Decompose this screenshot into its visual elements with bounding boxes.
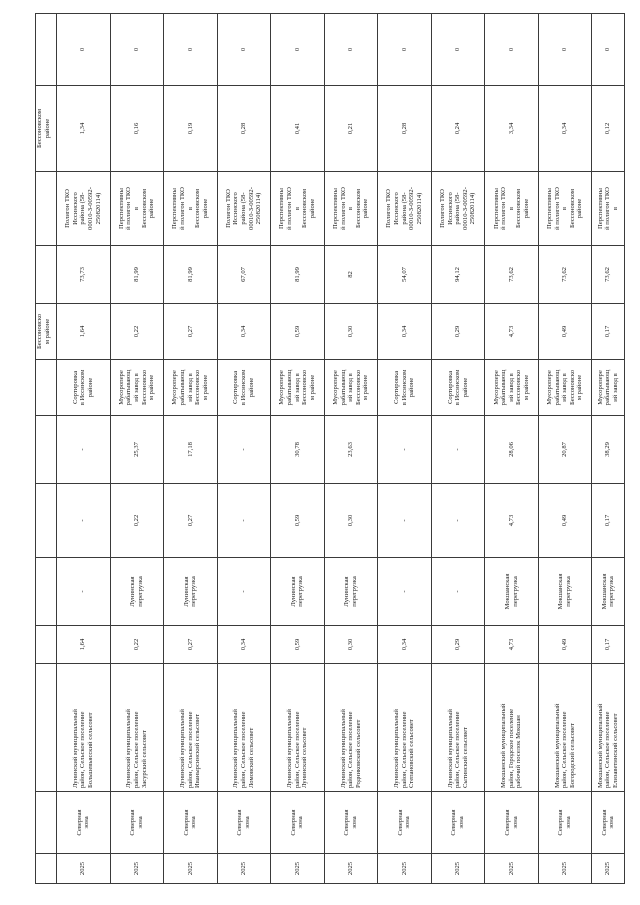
transfer-distance-cell: - bbox=[378, 416, 432, 484]
transfer-station-cell: Лунинская перегрузка bbox=[110, 558, 164, 626]
landfill-volume-cell: 0,19 bbox=[164, 86, 218, 172]
zone-cell: Северная зона bbox=[110, 792, 164, 854]
transfer-distance-cell: - bbox=[217, 416, 271, 484]
landfill-cell: Полигон ТКО Иссинского района (58- 00010-З-00592- 250820114) bbox=[378, 172, 432, 246]
processing-distance-cell: 67,07 bbox=[217, 246, 271, 304]
municipality-cell: Лунинский муниципальный район, Сельское поселение Ломовский сельсовет bbox=[217, 664, 271, 792]
transfer-distance-cell: - bbox=[57, 416, 111, 484]
transfer-volume-cell: - bbox=[57, 484, 111, 558]
year-cell: 2025 bbox=[431, 854, 485, 884]
processing-volume-cell: 0,49 bbox=[538, 304, 592, 360]
reserve-cell: 0 bbox=[538, 14, 592, 86]
processing-volume-cell: 0,29 bbox=[431, 304, 485, 360]
zone-cell: Северная зона bbox=[57, 792, 111, 854]
waste-volume-cell: 0,34 bbox=[217, 626, 271, 664]
waste-flow-table bbox=[35, 13, 625, 884]
processing-site-cell: Сортировка в Иссинском районе bbox=[431, 360, 485, 416]
municipality-cell: Лунинский муниципальный район, Сельское поселение Иванырсинский сельсовет bbox=[164, 664, 218, 792]
rotated-table-wrapper bbox=[35, 14, 625, 884]
reserve-cell: 0 bbox=[57, 14, 111, 86]
transfer-volume-cell: 4,73 bbox=[485, 484, 539, 558]
zone-cell: Северная зона bbox=[324, 792, 378, 854]
reserve-cell: 0 bbox=[592, 14, 625, 86]
zone-cell: Северная зона bbox=[592, 792, 625, 854]
waste-volume-cell: 0,30 bbox=[324, 626, 378, 664]
municipality-cell: Мокшанский муниципальный район, Городское поселение рабочий поселок Мокшан bbox=[485, 664, 539, 792]
transfer-volume-cell: 0,30 bbox=[324, 484, 378, 558]
landfill-cell: Перспективны й полигон ТКО в Бессоновском районе bbox=[164, 172, 218, 246]
processing-volume-cell: 0,22 bbox=[110, 304, 164, 360]
table-row bbox=[271, 14, 325, 884]
transfer-distance-cell: 23,63 bbox=[324, 416, 378, 484]
transfer-station-cell: - bbox=[431, 558, 485, 626]
landfill-cell: Полигон ТКО Иссинского района (58- 00010-З-00592- 250820114) bbox=[431, 172, 485, 246]
table-row bbox=[217, 14, 271, 884]
processing-site-cell: Мусороперe рабатывающ ий завод в Бессоновско м районе bbox=[164, 360, 218, 416]
processing-site-cell: Мусороперe рабатывающ ий завод в Бессоновско м районе bbox=[271, 360, 325, 416]
landfill-cell: Перспективны й полигон ТКО в Бессоновском районе bbox=[485, 172, 539, 246]
processing-site-cell: Мусороперe рабатывающ ий завод в Бессоновско м районе bbox=[324, 360, 378, 416]
processing-volume-cell: 0,34 bbox=[378, 304, 432, 360]
processing-volume-cell: 0,17 bbox=[592, 304, 625, 360]
processing-site-cell: Сортировка в Иссинском районе bbox=[217, 360, 271, 416]
year-cell: 2025 bbox=[592, 854, 625, 884]
landfill-volume-cell: 0,41 bbox=[271, 86, 325, 172]
processing-volume-cell: 1,64 bbox=[57, 304, 111, 360]
table-row bbox=[538, 14, 592, 884]
transfer-distance-cell: 38,29 bbox=[592, 416, 625, 484]
transfer-station-cell: - bbox=[217, 558, 271, 626]
processing-distance-cell: 94,12 bbox=[431, 246, 485, 304]
landfill-volume-cell: 1,34 bbox=[57, 86, 111, 172]
processing-distance-cell: 81,99 bbox=[164, 246, 218, 304]
waste-volume-cell: 0,29 bbox=[431, 626, 485, 664]
year-cell: 2025 bbox=[538, 854, 592, 884]
processing-volume-cell: 0,34 bbox=[217, 304, 271, 360]
year-cell: 2025 bbox=[271, 854, 325, 884]
table-row bbox=[57, 14, 111, 884]
zone-cell: Северная зона bbox=[378, 792, 432, 854]
waste-volume-cell: 0,49 bbox=[538, 626, 592, 664]
processing-volume-cell: 0,30 bbox=[324, 304, 378, 360]
landfill-volume-cell: 0,24 bbox=[431, 86, 485, 172]
reserve-cell: 0 bbox=[271, 14, 325, 86]
landfill-cell: Перспективны й полигон ТКО в Бессоновском районе bbox=[324, 172, 378, 246]
transfer-station-cell: Лунинская перегрузка bbox=[271, 558, 325, 626]
landfill-cell: Перспективны й полигон ТКО в bbox=[592, 172, 625, 246]
transfer-station-cell: Мокшанская перегрузка bbox=[592, 558, 625, 626]
landfill-volume-cell: 0,21 bbox=[324, 86, 378, 172]
processing-distance-cell: 73,62 bbox=[538, 246, 592, 304]
table-row bbox=[164, 14, 218, 884]
year-cell: 2025 bbox=[324, 854, 378, 884]
transfer-station-cell: Лунинская перегрузка bbox=[324, 558, 378, 626]
zone-cell: Северная зона bbox=[538, 792, 592, 854]
year-cell: 2025 bbox=[57, 854, 111, 884]
transfer-distance-cell: 30,78 bbox=[271, 416, 325, 484]
header-fragment-landfill: Бессоновском районе bbox=[36, 86, 57, 172]
processing-site-cell: Сортировка в Иссинском районе bbox=[57, 360, 111, 416]
processing-distance-cell: 81,99 bbox=[271, 246, 325, 304]
processing-distance-cell: 73,62 bbox=[485, 246, 539, 304]
zone-cell: Северная зона bbox=[164, 792, 218, 854]
transfer-volume-cell: - bbox=[431, 484, 485, 558]
processing-site-cell: Сортировка в Иссинском районе bbox=[378, 360, 432, 416]
processing-volume-cell: 0,59 bbox=[271, 304, 325, 360]
municipality-cell: Лунинский муниципальный район, Сельское поселение Лунинский сельсовет bbox=[271, 664, 325, 792]
waste-volume-cell: 0,59 bbox=[271, 626, 325, 664]
table-row bbox=[592, 14, 625, 884]
reserve-cell: 0 bbox=[217, 14, 271, 86]
transfer-station-cell: Мокшанская перегрузка bbox=[538, 558, 592, 626]
waste-volume-cell: 0,17 bbox=[592, 626, 625, 664]
transfer-volume-cell: 0,27 bbox=[164, 484, 218, 558]
table-row bbox=[431, 14, 485, 884]
landfill-cell: Полигон ТКО Иссинского района (58- 00010-З-00592- 250820114) bbox=[57, 172, 111, 246]
year-cell: 2025 bbox=[378, 854, 432, 884]
waste-volume-cell: 0,22 bbox=[110, 626, 164, 664]
transfer-volume-cell: 0,17 bbox=[592, 484, 625, 558]
year-cell: 2025 bbox=[485, 854, 539, 884]
municipality-cell: Лунинский муниципальный район, Сельское поселение Сытинский сельсовет bbox=[431, 664, 485, 792]
reserve-cell: 0 bbox=[324, 14, 378, 86]
municipality-cell: Мокшанский муниципальный район, Сельское поселение Елизаветинский сельсовет bbox=[592, 664, 625, 792]
transfer-distance-cell: 28,06 bbox=[485, 416, 539, 484]
waste-volume-cell: 0,34 bbox=[378, 626, 432, 664]
landfill-volume-cell: 0,34 bbox=[538, 86, 592, 172]
reserve-cell: 0 bbox=[378, 14, 432, 86]
reserve-cell: 0 bbox=[431, 14, 485, 86]
reserve-cell: 0 bbox=[110, 14, 164, 86]
table-body bbox=[36, 14, 625, 884]
landfill-volume-cell: 0,16 bbox=[110, 86, 164, 172]
table-row bbox=[485, 14, 539, 884]
landfill-cell: Перспективны й полигон ТКО в Бессоновском районе bbox=[538, 172, 592, 246]
landfill-cell: Перспективны й полигон ТКО в Бессоновском районе bbox=[110, 172, 164, 246]
landfill-volume-cell: 3,34 bbox=[485, 86, 539, 172]
reserve-cell: 0 bbox=[164, 14, 218, 86]
processing-site-cell: Мусороперe рабатывающ ий завод в Бессоновско м районе bbox=[538, 360, 592, 416]
year-cell: 2025 bbox=[217, 854, 271, 884]
transfer-volume-cell: 0,59 bbox=[271, 484, 325, 558]
transfer-distance-cell: 25,37 bbox=[110, 416, 164, 484]
processing-distance-cell: 54,07 bbox=[378, 246, 432, 304]
processing-site-cell: Мусороперe рабатывающ ий завод в Бессоновско м районе bbox=[110, 360, 164, 416]
processing-site-cell: Мусороперe рабатывающ ий завод в Бессоновско м районе bbox=[485, 360, 539, 416]
municipality-cell: Лунинский муниципальный район, Сельское поселение Степановский сельсовет bbox=[378, 664, 432, 792]
table-row bbox=[324, 14, 378, 884]
municipality-cell: Мокшанский муниципальный район, Сельское поселение Богородский сельсовет bbox=[538, 664, 592, 792]
landfill-volume-cell: 0,28 bbox=[217, 86, 271, 172]
municipality-cell: Лунинский муниципальный район, Сельское поселение Большевьясский сельсовет bbox=[57, 664, 111, 792]
transfer-station-cell: Мокшанская перегрузка bbox=[485, 558, 539, 626]
zone-cell: Северная зона bbox=[485, 792, 539, 854]
transfer-station-cell: - bbox=[57, 558, 111, 626]
processing-volume-cell: 0,27 bbox=[164, 304, 218, 360]
year-cell: 2025 bbox=[164, 854, 218, 884]
waste-volume-cell: 1,64 bbox=[57, 626, 111, 664]
transfer-volume-cell: - bbox=[378, 484, 432, 558]
processing-volume-cell: 4,73 bbox=[485, 304, 539, 360]
landfill-cell: Полигон ТКО Иссинского района (58- 00010-З-00592- 250820114) bbox=[217, 172, 271, 246]
municipality-cell: Лунинский муниципальный район, Сельское поселение Родниковский сельсовет bbox=[324, 664, 378, 792]
header-fragment-treatment: Бессоновско м районе bbox=[36, 304, 57, 360]
processing-distance-cell: 82 bbox=[324, 246, 378, 304]
waste-volume-cell: 0,27 bbox=[164, 626, 218, 664]
table-row bbox=[378, 14, 432, 884]
transfer-volume-cell: 0,22 bbox=[110, 484, 164, 558]
landfill-cell: Перспективны й полигон ТКО в Бессоновском районе bbox=[271, 172, 325, 246]
transfer-distance-cell: 20,87 bbox=[538, 416, 592, 484]
landfill-volume-cell: 0,12 bbox=[592, 86, 625, 172]
zone-cell: Северная зона bbox=[431, 792, 485, 854]
waste-volume-cell: 4,73 bbox=[485, 626, 539, 664]
processing-distance-cell: 73,73 bbox=[57, 246, 111, 304]
processing-site-cell: Мусороперe рабатывающ ий завод в bbox=[592, 360, 625, 416]
municipality-cell: Лунинский муниципальный район, Сельское поселение Засурский сельсовет bbox=[110, 664, 164, 792]
zone-cell: Северная зона bbox=[271, 792, 325, 854]
reserve-cell: 0 bbox=[485, 14, 539, 86]
processing-distance-cell: 73,62 bbox=[592, 246, 625, 304]
processing-distance-cell: 81,99 bbox=[110, 246, 164, 304]
year-cell: 2025 bbox=[110, 854, 164, 884]
transfer-distance-cell: 17,18 bbox=[164, 416, 218, 484]
transfer-volume-cell: 0,49 bbox=[538, 484, 592, 558]
transfer-station-cell: - bbox=[378, 558, 432, 626]
landfill-volume-cell: 0,28 bbox=[378, 86, 432, 172]
table-row bbox=[110, 14, 164, 884]
transfer-station-cell: Лунинская перегрузка bbox=[164, 558, 218, 626]
header-fragment-row bbox=[36, 14, 57, 884]
transfer-volume-cell: - bbox=[217, 484, 271, 558]
transfer-distance-cell: - bbox=[431, 416, 485, 484]
zone-cell: Северная зона bbox=[217, 792, 271, 854]
